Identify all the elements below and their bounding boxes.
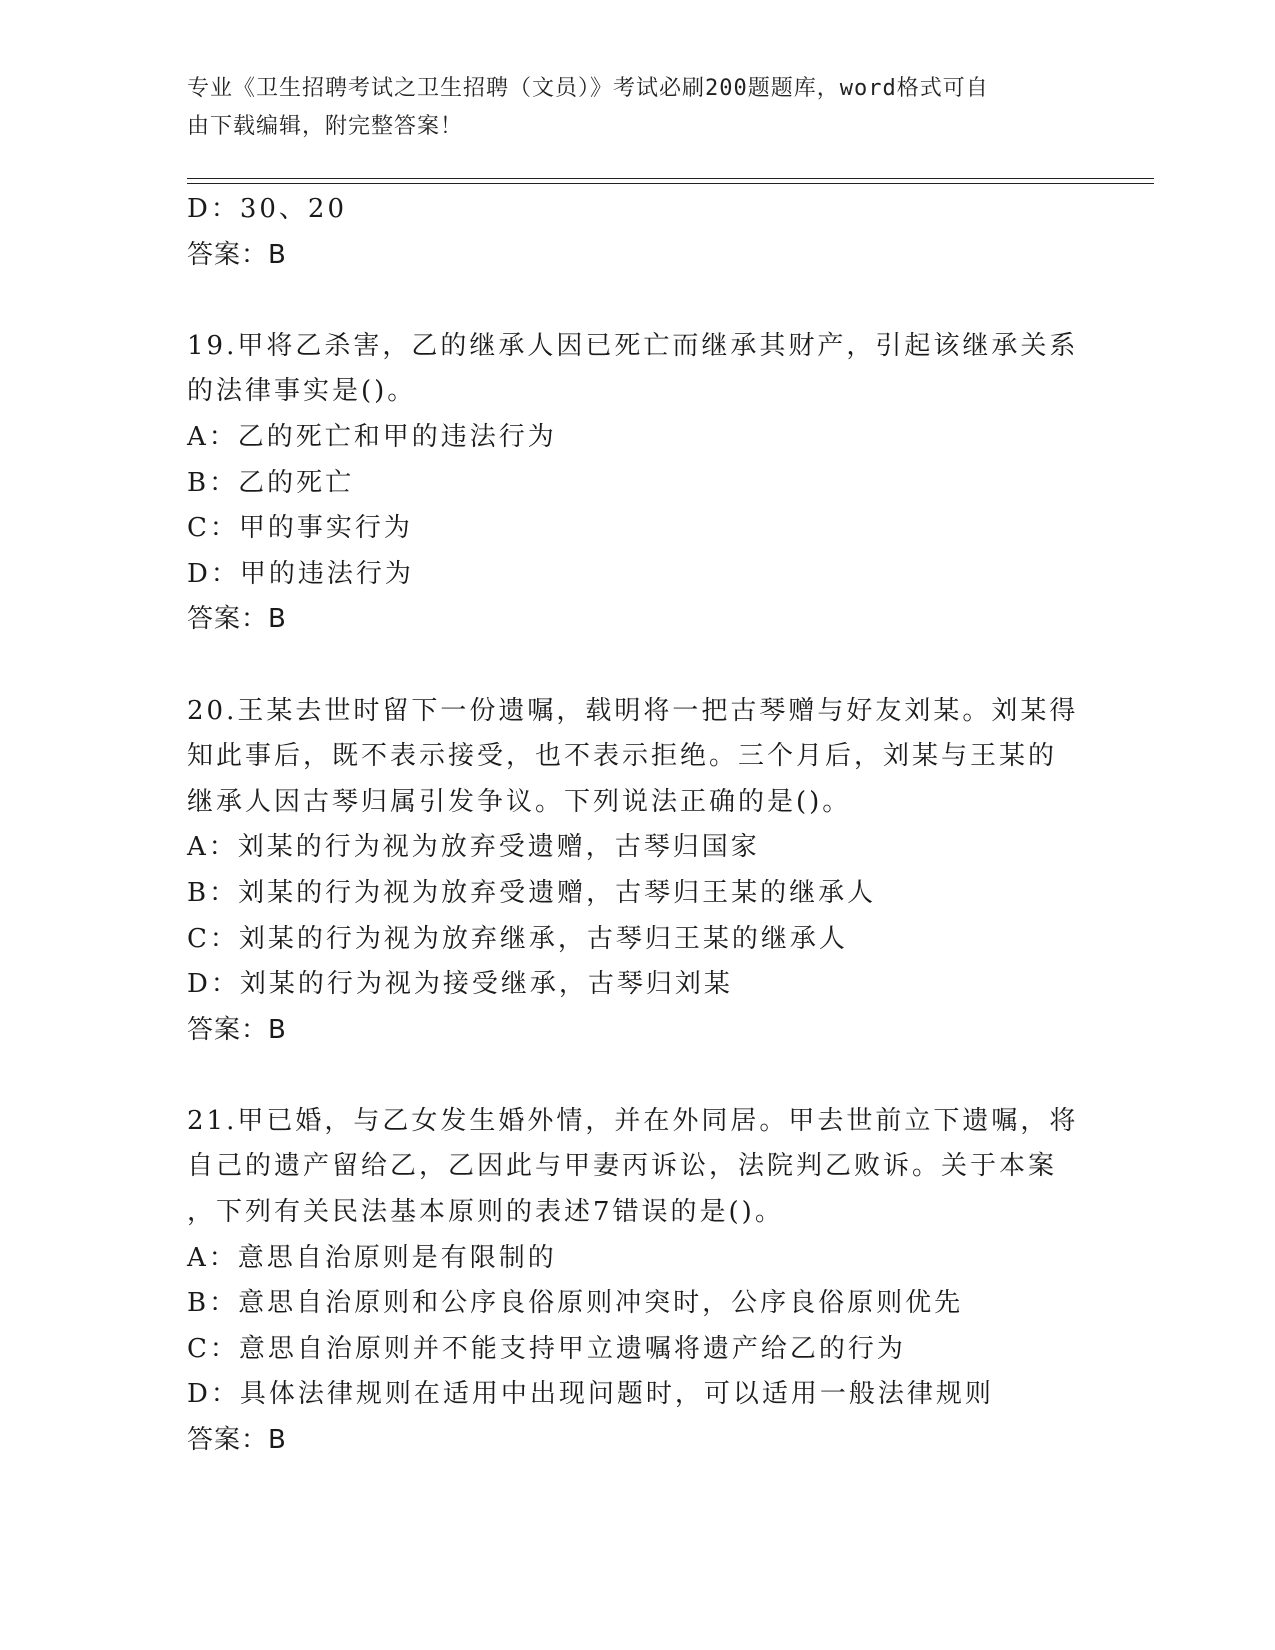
header-line-2: 由下载编辑，附完整答案！ [187, 114, 464, 139]
spacer [187, 643, 1087, 689]
option-b: B：意思自治原则和公序良俗原则冲突时，公序良俗原则优先 [187, 1288, 964, 1319]
page-header [187, 70, 1067, 146]
document-body [187, 187, 1087, 1464]
question-20 [187, 689, 1087, 1054]
answer: 答案：B [187, 1425, 287, 1456]
question-stem-line: ，下列有关民法基本原则的表述7错误的是()。 [187, 1197, 784, 1228]
spacer [187, 278, 1087, 324]
prev-answer: 答案：B [187, 239, 287, 270]
question-19 [187, 324, 1087, 643]
header-divider-bottom [187, 183, 1154, 184]
question-21 [187, 1099, 1087, 1464]
option-d: D：具体法律规则在适用中出现问题时，可以适用一般法律规则 [187, 1379, 994, 1410]
option-d: D：甲的违法行为 [187, 558, 414, 589]
option-c: C：刘某的行为视为放弃继承，古琴归王某的继承人 [187, 923, 848, 954]
option-a: A：意思自治原则是有限制的 [187, 1242, 557, 1273]
option-c: C：意思自治原则并不能支持甲立遗嘱将遗产给乙的行为 [187, 1333, 906, 1364]
answer: 答案：B [187, 604, 287, 635]
question-stem-line: 继承人因古琴归属引发争议。下列说法正确的是()。 [187, 786, 852, 817]
option-d: D：刘某的行为视为接受继承，古琴归刘某 [187, 969, 733, 1000]
question-stem-line: 知此事后，既不表示接受，也不表示拒绝。三个月后，刘某与王某的 [187, 741, 1058, 772]
spacer [187, 1053, 1087, 1099]
question-stem-line: 自己的遗产留给乙，乙因此与甲妻丙诉讼，法院判乙败诉。关于本案 [187, 1151, 1058, 1182]
option-b: B：刘某的行为视为放弃受遗赠，古琴归王某的继承人 [187, 877, 877, 908]
option-a: A：乙的死亡和甲的违法行为 [187, 421, 557, 452]
question-stem-line: 的法律事实是()。 [187, 376, 417, 407]
answer: 答案：B [187, 1014, 287, 1045]
question-stem-line: 20.王某去世时留下一份遗嘱，载明将一把古琴赠与好友刘某。刘某得 [187, 695, 1079, 726]
option-b: B：乙的死亡 [187, 467, 355, 498]
prev-option-d: D：30、20 [187, 194, 348, 224]
question-stem-line: 19.甲将乙杀害，乙的继承人因已死亡而继承其财产，引起该继承关系 [187, 330, 1079, 361]
header-line-1: 专业《卫生招聘考试之卫生招聘（文员）》考试必刷200题题库，word格式可自 [187, 76, 989, 101]
option-a: A：刘某的行为视为放弃受遗赠，古琴归国家 [187, 832, 760, 863]
question-stem-line: 21.甲已婚，与乙女发生婚外情，并在外同居。甲去世前立下遗嘱，将 [187, 1105, 1079, 1136]
option-c: C：甲的事实行为 [187, 513, 413, 544]
header-divider-top [187, 178, 1154, 179]
